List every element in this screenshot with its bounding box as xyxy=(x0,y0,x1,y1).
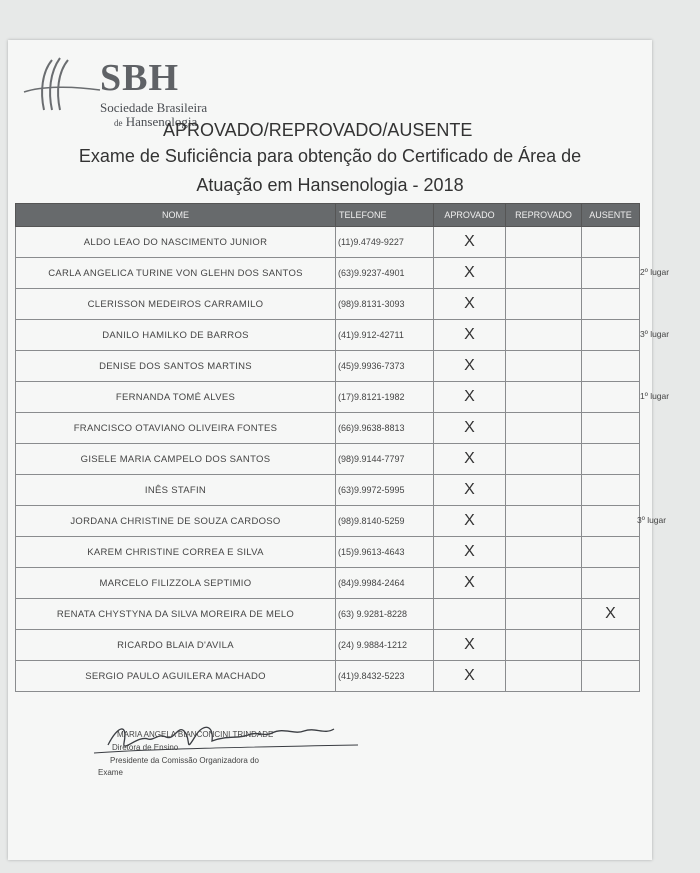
nome-cell: ALDO LEAO DO NASCIMENTO JUNIOR xyxy=(16,227,336,258)
nome-cell: CARLA ANGELICA TURINE VON GLEHN DOS SANTOS xyxy=(16,258,336,289)
ranking-note: 3º lugar xyxy=(637,515,667,525)
ranking-note: 1º lugar xyxy=(640,391,670,401)
ausente-cell xyxy=(582,506,640,537)
table-row xyxy=(16,599,640,630)
nome-cell: RENATA CHYSTYNA DA SILVA MOREIRA DE MELO xyxy=(16,599,336,630)
telefone-cell: (84)9.9984-2464 xyxy=(336,568,434,599)
aprovado-cell: X xyxy=(434,506,506,537)
ausente-cell xyxy=(582,661,640,692)
telefone-cell: (63)9.9237-4901 xyxy=(336,258,434,289)
nome-cell: GISELE MARIA CAMPELO DOS SANTOS xyxy=(16,444,336,475)
telefone-cell: (98)9.9144-7797 xyxy=(336,444,434,475)
signatory-role: Diretora de Ensino xyxy=(112,743,179,752)
reprovado-cell xyxy=(506,630,582,661)
exam-title-line2: Atuação em Hansenologia - 2018 xyxy=(196,175,464,195)
nome-cell: INÊS STAFIN xyxy=(16,475,336,506)
sbh-logo xyxy=(22,52,242,129)
aprovado-cell: X xyxy=(434,630,506,661)
nome-cell: FERNANDA TOMÉ ALVES xyxy=(16,382,336,413)
header-ausente: AUSENTE xyxy=(582,204,640,227)
telefone-cell: (41)9.8432-5223 xyxy=(336,661,434,692)
aprovado-cell: X xyxy=(434,413,506,444)
signatory-role2-line1: Presidente da Comissão Organizadora do xyxy=(110,756,259,765)
ausente-cell: X xyxy=(582,599,640,630)
header-nome: NOME xyxy=(16,204,336,227)
table-row xyxy=(16,351,640,382)
telefone-cell: (98)9.8131-3093 xyxy=(336,289,434,320)
aprovado-cell: X xyxy=(434,227,506,258)
nome-cell: JORDANA CHRISTINE DE SOUZA CARDOSO xyxy=(16,506,336,537)
nome-cell: FRANCISCO OTAVIANO OLIVEIRA FONTES xyxy=(16,413,336,444)
nome-cell: CLERISSON MEDEIROS CARRAMILO xyxy=(16,289,336,320)
reprovado-cell xyxy=(506,506,582,537)
nome-cell: RICARDO BLAIA D'AVILA xyxy=(16,630,336,661)
table-row xyxy=(16,382,640,413)
aprovado-cell: X xyxy=(434,289,506,320)
results-table xyxy=(15,203,640,692)
header-telefone: TELEFONE xyxy=(336,204,434,227)
logo-abbreviation: SBH xyxy=(100,57,180,99)
ausente-cell xyxy=(582,475,640,506)
reprovado-cell xyxy=(506,258,582,289)
ranking-note: 2º lugar xyxy=(640,267,670,277)
ausente-cell xyxy=(582,444,640,475)
reprovado-cell xyxy=(506,444,582,475)
table-row xyxy=(16,630,640,661)
table-row xyxy=(16,227,640,258)
logo-subtitle-line1: Sociedade Brasileira xyxy=(100,100,208,115)
telefone-cell: (98)9.8140-5259 xyxy=(336,506,434,537)
reprovado-cell xyxy=(506,413,582,444)
reprovado-cell xyxy=(506,537,582,568)
telefone-cell: (24) 9.9884-1212 xyxy=(336,630,434,661)
ausente-cell xyxy=(582,537,640,568)
signatory-name: MARIA ANGELA BIANCONCINI TRINDADE xyxy=(117,730,274,739)
document-page xyxy=(8,40,670,860)
telefone-cell: (45)9.9936-7373 xyxy=(336,351,434,382)
ausente-cell xyxy=(582,289,640,320)
aprovado-cell: X xyxy=(434,351,506,382)
nome-cell: MARCELO FILIZZOLA SEPTIMIO xyxy=(16,568,336,599)
ausente-cell xyxy=(582,227,640,258)
table-row xyxy=(16,413,640,444)
table-row xyxy=(16,568,640,599)
aprovado-cell: X xyxy=(434,537,506,568)
status-title: APROVADO/REPROVADO/AUSENTE xyxy=(163,120,473,140)
aprovado-cell: X xyxy=(434,382,506,413)
signatory-role2-line2: Exame xyxy=(98,768,123,777)
telefone-cell: (17)9.8121-1982 xyxy=(336,382,434,413)
ausente-cell xyxy=(582,568,640,599)
table-row xyxy=(16,537,640,568)
ausente-cell xyxy=(582,258,640,289)
reprovado-cell xyxy=(506,475,582,506)
reprovado-cell xyxy=(506,227,582,258)
nome-cell: SERGIO PAULO AGUILERA MACHADO xyxy=(16,661,336,692)
table-header-row xyxy=(16,204,640,227)
aprovado-cell: X xyxy=(434,661,506,692)
aprovado-cell: X xyxy=(434,475,506,506)
telefone-cell: (66)9.9638-8813 xyxy=(336,413,434,444)
table-row xyxy=(16,444,640,475)
table-row xyxy=(16,475,640,506)
telefone-cell: (63) 9.9281-8228 xyxy=(336,599,434,630)
aprovado-cell: X xyxy=(434,568,506,599)
telefone-cell: (63)9.9972-5995 xyxy=(336,475,434,506)
header-aprovado: APROVADO xyxy=(434,204,506,227)
exam-title-line1: Exame de Suficiência para obtenção do Certificado de Área de xyxy=(78,146,582,166)
nome-cell: KAREM CHRISTINE CORREA E SILVA xyxy=(16,537,336,568)
reprovado-cell xyxy=(506,382,582,413)
logo-subtitle-prefix: de xyxy=(114,118,123,128)
telefone-cell: (41)9.912-42711 xyxy=(336,320,434,351)
telefone-cell: (15)9.9613-4643 xyxy=(336,537,434,568)
aprovado-cell: X xyxy=(434,320,506,351)
table-row xyxy=(16,506,640,537)
ausente-cell xyxy=(582,382,640,413)
table-row xyxy=(16,289,640,320)
header-reprovado: REPROVADO xyxy=(506,204,582,227)
reprovado-cell xyxy=(506,320,582,351)
reprovado-cell xyxy=(506,568,582,599)
ranking-note: 3º lugar xyxy=(640,329,670,339)
aprovado-cell: X xyxy=(434,258,506,289)
table-row xyxy=(16,320,640,351)
ausente-cell xyxy=(582,320,640,351)
aprovado-cell: X xyxy=(434,444,506,475)
ausente-cell xyxy=(582,351,640,382)
sbh-swirl-icon xyxy=(22,52,102,114)
ausente-cell xyxy=(582,630,640,661)
reprovado-cell xyxy=(506,351,582,382)
telefone-cell: (11)9.4749-9227 xyxy=(336,227,434,258)
ausente-cell xyxy=(582,413,640,444)
nome-cell: DENISE DOS SANTOS MARTINS xyxy=(16,351,336,382)
table-row xyxy=(16,258,640,289)
aprovado-cell xyxy=(434,599,506,630)
table-row xyxy=(16,661,640,692)
logo-subtitle-word: Hansenologia xyxy=(125,114,198,129)
reprovado-cell xyxy=(506,289,582,320)
nome-cell: DANILO HAMILKO DE BARROS xyxy=(16,320,336,351)
reprovado-cell xyxy=(506,599,582,630)
reprovado-cell xyxy=(506,661,582,692)
